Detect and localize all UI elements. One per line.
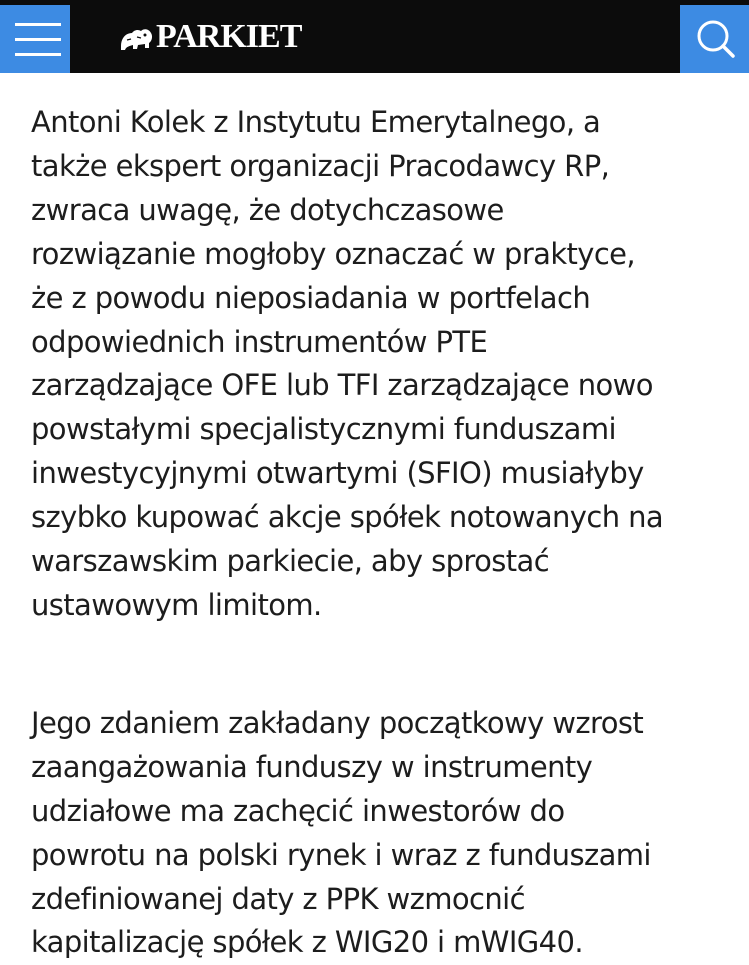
article-body bbox=[31, 101, 731, 965]
text-line: Jego zdaniem zakładany początkowy wzrost bbox=[31, 705, 644, 740]
text-line: udziałowe ma zachęcić inwestorów do bbox=[31, 793, 565, 828]
text-line: rozwiązanie mogłoby oznaczać w praktyce, bbox=[31, 236, 636, 271]
text-line: Antoni Kolek z Instytutu Emerytalnego, a bbox=[31, 105, 601, 139]
text-line: szybko kupować akcje spółek notowanych na bbox=[31, 500, 664, 535]
site-logo[interactable] bbox=[118, 17, 301, 57]
bull-bear-logo-icon bbox=[118, 22, 154, 52]
text-line: że z powodu nieposiadania w portfelach bbox=[31, 280, 591, 315]
logo-text: PARKIET bbox=[156, 18, 302, 55]
text-line: zdefiniowanej daty z PPK wzmocnić bbox=[31, 881, 525, 916]
text-line: zaangażowania funduszy w instrumenty bbox=[31, 749, 593, 784]
text-line: ustawowym limitom. bbox=[31, 587, 322, 622]
text-line: odpowiednich instrumentów PTE bbox=[31, 324, 488, 359]
text-line: powstałymi specjalistycznymi funduszami bbox=[31, 412, 616, 447]
menu-button[interactable] bbox=[0, 5, 70, 73]
text-line: zwraca uwagę, że dotychczasowe bbox=[31, 192, 504, 227]
text-line: zarządzające OFE lub TFI zarządzające nowo bbox=[31, 368, 653, 403]
text-line: powrotu na polski rynek i wraz z funduszami bbox=[31, 837, 651, 872]
search-icon bbox=[680, 5, 749, 73]
article-paragraph bbox=[31, 101, 731, 628]
top-bar bbox=[0, 0, 749, 73]
text-line: także ekspert organizacji Pracodawcy RP, bbox=[31, 148, 610, 183]
article-paragraph bbox=[31, 702, 731, 965]
text-line: inwestycyjnymi otwartymi (SFIO) musiałyby bbox=[31, 456, 644, 491]
search-button[interactable] bbox=[680, 5, 749, 73]
text-line: warszawskim parkiecie, aby sprostać bbox=[31, 544, 550, 579]
text-line: kapitalizację spółek z WIG20 i mWIG40. bbox=[31, 925, 583, 960]
